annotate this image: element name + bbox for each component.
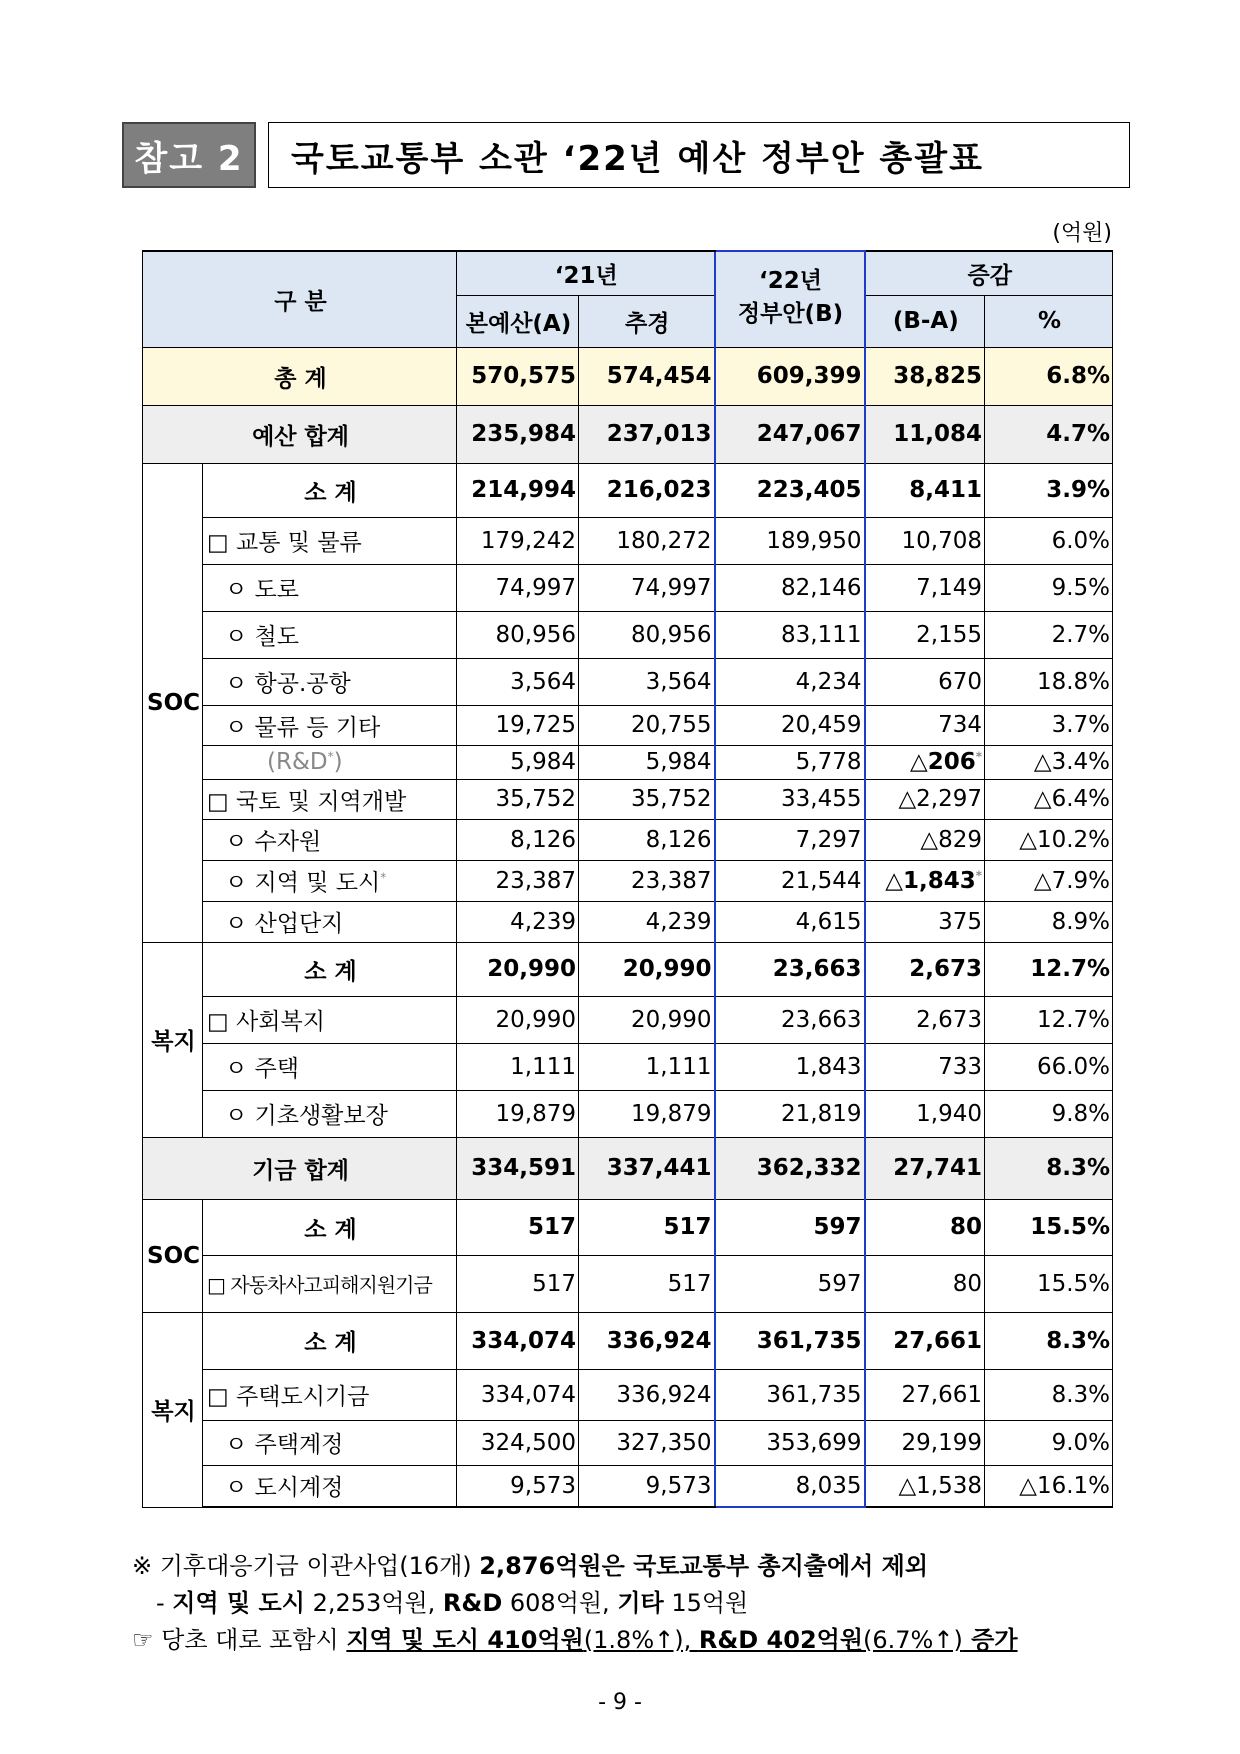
table-row-soc2-subtotal: [143, 1199, 1113, 1255]
cell-proposal: 8,035: [715, 1465, 865, 1507]
cell-proposal: 189,950: [715, 517, 865, 564]
table-row-budget-total: [143, 405, 1113, 463]
cell-supp: 74,997: [579, 564, 715, 611]
table-row: [143, 705, 1113, 745]
cell-supp: 19,879: [579, 1090, 715, 1137]
cell-supp: 327,350: [579, 1420, 715, 1465]
cell-diff: 2,673: [865, 942, 985, 996]
col-header-change: 증감: [865, 251, 1113, 295]
cell-proposal: 83,111: [715, 611, 865, 658]
reference-label: 참고 2: [122, 122, 256, 188]
cell-diff: 734: [865, 705, 985, 745]
cell-pct: 6.0%: [985, 517, 1113, 564]
cell-diff: 670: [865, 658, 985, 705]
cell-supp: 180,272: [579, 517, 715, 564]
row-label: □ 교통 및 물류: [203, 517, 457, 564]
cell-pct: 8.3%: [985, 1137, 1113, 1199]
cell-supp: 336,924: [579, 1369, 715, 1420]
cell-supp: 336,924: [579, 1312, 715, 1369]
cell-main: 517: [457, 1199, 579, 1255]
cell-pct: 9.8%: [985, 1090, 1113, 1137]
cell-proposal: 223,405: [715, 463, 865, 517]
cell-proposal: 4,234: [715, 658, 865, 705]
row-label: (R&D: [267, 749, 328, 775]
row-label: ㅇ 주택: [203, 1043, 457, 1090]
cell-proposal: 362,332: [715, 1137, 865, 1199]
cell-diff: 27,741: [865, 1137, 985, 1199]
table-row-fund-total: [143, 1137, 1113, 1199]
table-row: [143, 564, 1113, 611]
cell-proposal: 597: [715, 1255, 865, 1312]
cell-main: 80,956: [457, 611, 579, 658]
cell-pct: △6.4%: [985, 779, 1113, 819]
table-row: [143, 819, 1113, 860]
table-row-welfare2-subtotal: [143, 1312, 1113, 1369]
cell-main: 5,984: [457, 745, 579, 779]
cell-proposal: 7,297: [715, 819, 865, 860]
row-label: ㅇ 도로: [203, 564, 457, 611]
row-label: ㅇ 산업단지: [203, 901, 457, 942]
category-welfare-fund: 복지: [143, 1312, 203, 1507]
table-row-soc-subtotal: [143, 463, 1113, 517]
cell-main: 570,575: [457, 347, 579, 405]
cell-proposal: 82,146: [715, 564, 865, 611]
cell-pct: 12.7%: [985, 996, 1113, 1043]
cell-pct: △3.4%: [985, 745, 1113, 779]
cell-pct: 15.5%: [985, 1255, 1113, 1312]
cell-diff: 27,661: [865, 1369, 985, 1420]
cell-supp: 20,755: [579, 705, 715, 745]
cell-diff: 1,940: [865, 1090, 985, 1137]
col-header-gov-proposal: 정부안(B): [715, 295, 865, 347]
cell-main: 23,387: [457, 860, 579, 901]
cell-diff: △829: [865, 819, 985, 860]
cell-diff: 80: [865, 1255, 985, 1312]
row-label: ㅇ 도시계정: [203, 1465, 457, 1507]
cell-supp: 574,454: [579, 347, 715, 405]
cell-supp: 80,956: [579, 611, 715, 658]
cell-supp: 35,752: [579, 779, 715, 819]
cell-pct: 66.0%: [985, 1043, 1113, 1090]
row-label: ㅇ 항공.공항: [203, 658, 457, 705]
row-label: □ 국토 및 지역개발: [203, 779, 457, 819]
cell-supp: 517: [579, 1199, 715, 1255]
cell-pct: △16.1%: [985, 1465, 1113, 1507]
cell-pct: 15.5%: [985, 1199, 1113, 1255]
table-row: [143, 1043, 1113, 1090]
col-header-supplementary: 추경: [579, 295, 715, 347]
col-header-2021: ‘21년: [457, 251, 715, 295]
cell-supp: 4,239: [579, 901, 715, 942]
table-row: [143, 1369, 1113, 1420]
cell-diff: 2,673: [865, 996, 985, 1043]
cell-pct: 8.9%: [985, 901, 1113, 942]
table-row: [143, 779, 1113, 819]
cell-main: 4,239: [457, 901, 579, 942]
cell-pct: △10.2%: [985, 819, 1113, 860]
page-title: 국토교통부 소관 ‘22년 예산 정부안 총괄표: [268, 122, 1130, 188]
cell-proposal: 1,843: [715, 1043, 865, 1090]
cell-proposal: 21,544: [715, 860, 865, 901]
cell-diff: △1,843: [885, 867, 976, 894]
cell-proposal: 597: [715, 1199, 865, 1255]
table-row: [143, 1465, 1113, 1507]
cell-pct: 6.8%: [985, 347, 1113, 405]
col-header-main-budget: 본예산(A): [457, 295, 579, 347]
cell-supp: 1,111: [579, 1043, 715, 1090]
cell-main: 20,990: [457, 942, 579, 996]
footnote-2: - 지역 및 도시 2,253억원, R&D 608억원, 기타 15억원: [156, 1589, 749, 1617]
cell-supp: 3,564: [579, 658, 715, 705]
table-row: [143, 1255, 1113, 1312]
cell-main: 324,500: [457, 1420, 579, 1465]
cell-main: 179,242: [457, 517, 579, 564]
category-welfare: 복지: [143, 942, 203, 1137]
category-soc: SOC: [143, 463, 203, 942]
cell-pct: 9.0%: [985, 1420, 1113, 1465]
table-row: ㅇ 지역 및 도시* 23,387 23,387 21,544 △1,843* △7.9%: [143, 860, 1113, 901]
cell-pct: 9.5%: [985, 564, 1113, 611]
cell-proposal: 361,735: [715, 1312, 865, 1369]
cell-main: 8,126: [457, 819, 579, 860]
cell-main: 3,564: [457, 658, 579, 705]
footnote-1: ※ 기후대응기금 이관사업(16개) 2,876억원은 국토교통부 총지출에서 제외: [132, 1552, 929, 1580]
cell-supp: 337,441: [579, 1137, 715, 1199]
cell-supp: 8,126: [579, 819, 715, 860]
cell-proposal: 33,455: [715, 779, 865, 819]
row-label: 총 계: [143, 347, 457, 405]
footnotes: [132, 1548, 1018, 1659]
cell-proposal: 21,819: [715, 1090, 865, 1137]
cell-pct: 12.7%: [985, 942, 1113, 996]
category-soc-fund: SOC: [143, 1199, 203, 1312]
row-label: 소 계: [203, 942, 457, 996]
row-label: 기금 합계: [143, 1137, 457, 1199]
cell-main: 20,990: [457, 996, 579, 1043]
cell-diff: 7,149: [865, 564, 985, 611]
row-label: ㅇ 지역 및 도시: [225, 870, 381, 896]
table-row: [143, 658, 1113, 705]
footnote-3: ☞ 당초 대로 포함시 지역 및 도시 410억원(1.8%↑), R&D 402억원(6.7%↑) 증가: [132, 1626, 1018, 1654]
cell-pct: 3.7%: [985, 705, 1113, 745]
row-label: ㅇ 주택계정: [203, 1420, 457, 1465]
cell-main: 517: [457, 1255, 579, 1312]
col-header-category: 구 분: [143, 251, 457, 347]
cell-main: 334,074: [457, 1369, 579, 1420]
cell-diff: 10,708: [865, 517, 985, 564]
table-row-welfare-subtotal: [143, 942, 1113, 996]
cell-pct: 8.3%: [985, 1312, 1113, 1369]
cell-diff: 27,661: [865, 1312, 985, 1369]
cell-main: 235,984: [457, 405, 579, 463]
table-row: [143, 1090, 1113, 1137]
cell-main: 214,994: [457, 463, 579, 517]
col-header-diff: (B-A): [865, 295, 985, 347]
cell-proposal: 609,399: [715, 347, 865, 405]
cell-proposal: 4,615: [715, 901, 865, 942]
cell-proposal: 23,663: [715, 996, 865, 1043]
col-header-2022: ‘22년: [715, 251, 865, 295]
cell-main: 1,111: [457, 1043, 579, 1090]
cell-main: 19,725: [457, 705, 579, 745]
cell-diff: △206: [910, 749, 976, 775]
cell-supp: 237,013: [579, 405, 715, 463]
table-row: [143, 611, 1113, 658]
cell-main: 334,074: [457, 1312, 579, 1369]
cell-proposal: 5,778: [715, 745, 865, 779]
cell-supp: 23,387: [579, 860, 715, 901]
cell-supp: 216,023: [579, 463, 715, 517]
cell-supp: 20,990: [579, 942, 715, 996]
row-label: □ 주택도시기금: [203, 1369, 457, 1420]
row-label: 소 계: [203, 1312, 457, 1369]
page-number: - 9 -: [598, 1690, 642, 1715]
cell-supp: 5,984: [579, 745, 715, 779]
row-label: ㅇ 철도: [203, 611, 457, 658]
cell-pct: 2.7%: [985, 611, 1113, 658]
cell-pct: 8.3%: [985, 1369, 1113, 1420]
table-row-total: [143, 347, 1113, 405]
cell-main: 334,591: [457, 1137, 579, 1199]
cell-diff: △2,297: [865, 779, 985, 819]
cell-pct: △7.9%: [985, 860, 1113, 901]
cell-proposal: 20,459: [715, 705, 865, 745]
table-row-rnd: (R&D*) 5,984 5,984 5,778 △206* △3.4%: [143, 745, 1113, 779]
row-label: 예산 합계: [143, 405, 457, 463]
row-label: 소 계: [203, 463, 457, 517]
table-row: [143, 517, 1113, 564]
cell-diff: 2,155: [865, 611, 985, 658]
cell-diff: 733: [865, 1043, 985, 1090]
cell-diff: 8,411: [865, 463, 985, 517]
unit-label: (억원): [1052, 221, 1112, 246]
cell-diff: 80: [865, 1199, 985, 1255]
row-label: ㅇ 물류 등 기타: [203, 705, 457, 745]
cell-proposal: 23,663: [715, 942, 865, 996]
row-label: ㅇ 수자원: [203, 819, 457, 860]
table-row: [143, 901, 1113, 942]
cell-main: 74,997: [457, 564, 579, 611]
cell-main: 19,879: [457, 1090, 579, 1137]
cell-main: 35,752: [457, 779, 579, 819]
cell-diff: △1,538: [865, 1465, 985, 1507]
col-header-pct: %: [985, 295, 1113, 347]
row-label: ㅇ 기초생활보장: [203, 1090, 457, 1137]
cell-supp: 9,573: [579, 1465, 715, 1507]
cell-proposal: 353,699: [715, 1420, 865, 1465]
cell-supp: 20,990: [579, 996, 715, 1043]
cell-proposal: 361,735: [715, 1369, 865, 1420]
cell-diff: 11,084: [865, 405, 985, 463]
cell-pct: 18.8%: [985, 658, 1113, 705]
row-label: 소 계: [203, 1199, 457, 1255]
cell-pct: 3.9%: [985, 463, 1113, 517]
row-label: □ 사회복지: [203, 996, 457, 1043]
row-label: □ 자동차사고피해지원기금: [203, 1255, 457, 1312]
cell-proposal: 247,067: [715, 405, 865, 463]
cell-main: 9,573: [457, 1465, 579, 1507]
cell-diff: 29,199: [865, 1420, 985, 1465]
table-row: [143, 1420, 1113, 1465]
cell-diff: 375: [865, 901, 985, 942]
cell-pct: 4.7%: [985, 405, 1113, 463]
budget-summary-table: [142, 250, 1113, 1508]
table-row: [143, 996, 1113, 1043]
cell-diff: 38,825: [865, 347, 985, 405]
cell-supp: 517: [579, 1255, 715, 1312]
